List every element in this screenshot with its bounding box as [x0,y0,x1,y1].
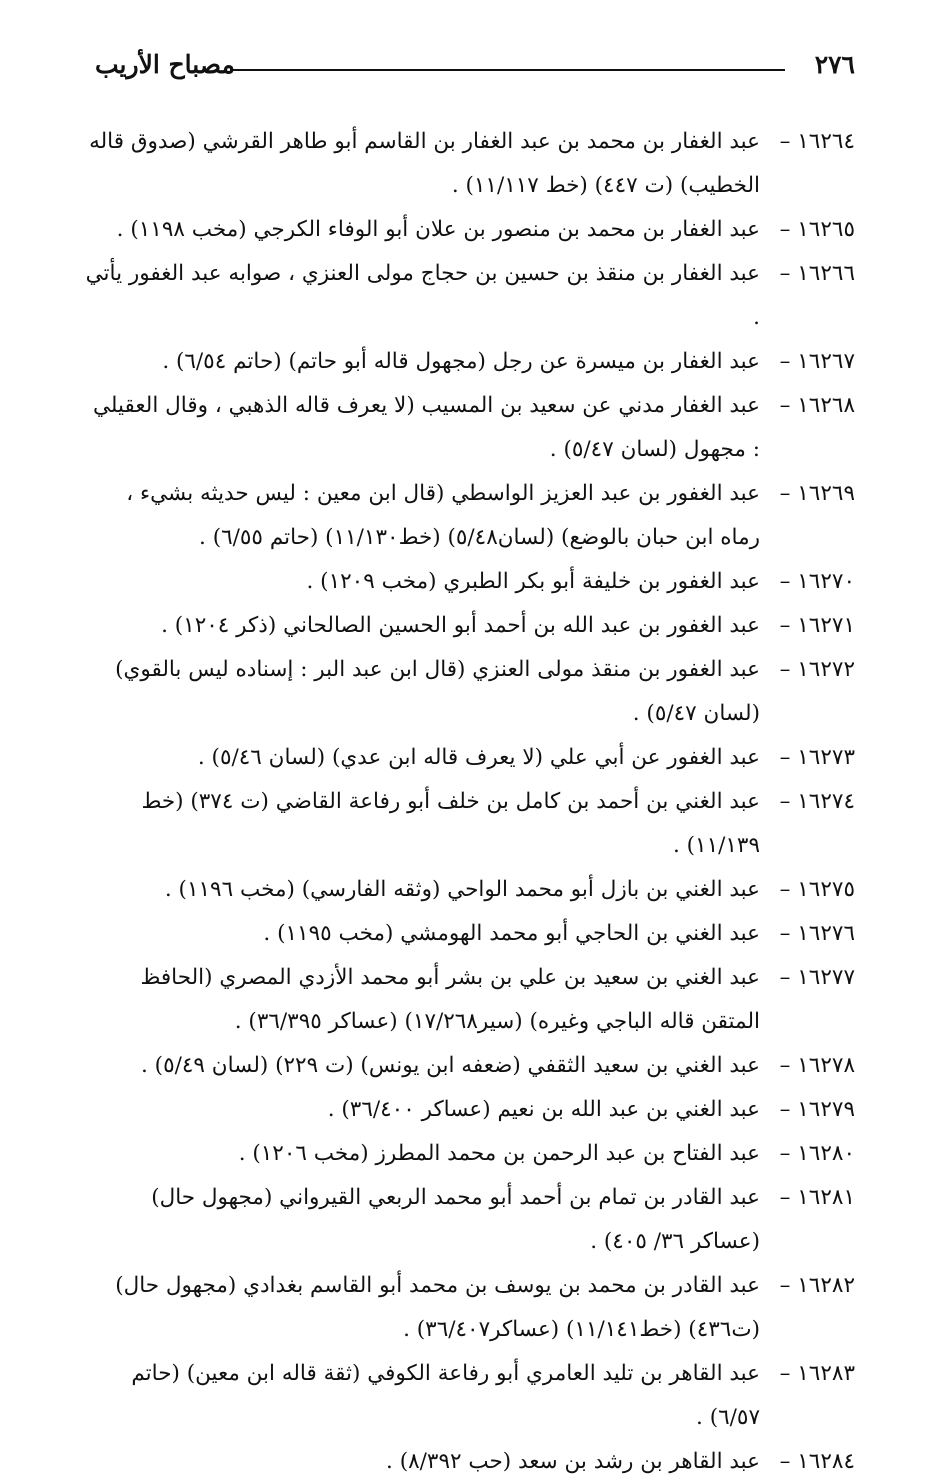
list-item [85,736,855,780]
entry-number [772,1352,855,1396]
entry-number-text: ١٦٢٦٥ [797,217,855,242]
entry-dash: – [779,1097,798,1122]
entry-dash: – [779,1361,798,1386]
entry-text: عبد الغفار بن منقذ بن حسين بن حجاج مولى العنزي ، صوابه عبد الغفور يأتي . [85,261,760,330]
page-number: ٢٧٦ [814,50,855,79]
entry-number [772,1132,855,1176]
entry-number-text: ١٦٢٧١ [797,613,855,638]
entry-text: عبد الغني بن الحاجي أبو محمد الهومشي (مخب ١١٩٥) . [263,921,760,946]
entry-number-text: ١٦٢٧٤ [797,789,855,814]
entry-number [772,1264,855,1308]
entry-number [772,648,855,692]
entry-number [772,1176,855,1220]
list-item [85,1352,855,1440]
entry-dash: – [779,1141,798,1166]
entry-text: عبد الغني بن سعيد بن علي بن بشر أبو محمد الأزدي المصري (الحافظ المتقن قاله الباجي وغيره) (سير١٧/٢٦٨) (عساكر ٣٦/٣٩٥) . [140,965,760,1034]
entry-text: عبد القاهر بن تليد العامري أبو رفاعة الكوفي (ثقة قاله ابن معين) (حاتم ٦/٥٧) . [131,1361,760,1430]
list-item [85,780,855,868]
entry-list [85,120,855,1484]
entry-dash: – [779,877,798,902]
entry-dash: – [779,789,798,814]
entry-text: عبد الغفور بن منقذ مولى العنزي (قال ابن عبد البر : إسناده ليس بالقوي) (لسان ٥/٤٧) . [115,657,760,726]
entry-number-text: ١٦٢٦٦ [797,261,855,286]
entry-number [772,252,855,296]
list-item [85,1088,855,1132]
list-item [85,252,855,340]
entry-text: عبد الغفار بن محمد بن عبد الغفار بن القاسم أبو طاهر القرشي (صدوق قاله الخطيب) (ت ٤٤٧) (خط ١١/١١٧) . [89,129,760,198]
list-item [85,208,855,252]
entry-text: عبد الغفار مدني عن سعيد بن المسيب (لا يعرف قاله الذهبي ، وقال العقيلي : مجهول (لسان ٥/٤٧) . [93,393,760,462]
list-item [85,120,855,208]
entry-number-text: ١٦٢٧٧ [797,965,855,990]
entry-dash: – [779,1449,798,1474]
list-item [85,472,855,560]
entry-number-text: ١٦٢٦٨ [797,393,855,418]
entry-dash: – [779,481,798,506]
entry-text: عبد القادر بن محمد بن يوسف بن محمد أبو القاسم بغدادي (مجهول حال) (ت٤٣٦) (خط١١/١٤١) (عساكر٣٦/٤٠٧) . [115,1273,760,1342]
entry-number [772,912,855,956]
entry-text: عبد الغني بن أحمد بن كامل بن خلف أبو رفاعة القاضي (ت ٣٧٤) (خط ١١/١٣٩) . [141,789,760,858]
list-item [85,648,855,736]
entry-text: عبد الغفور بن خليفة أبو بكر الطبري (مخب ١٢٠٩) . [306,569,760,594]
list-item [85,1176,855,1264]
entry-number-text: ١٦٢٧٩ [797,1097,855,1122]
entry-text: عبد الغني بن سعيد الثقفي (ضعفه ابن يونس) (ت ٢٢٩) (لسان ٥/٤٩) . [141,1053,760,1078]
entry-number [772,120,855,164]
entry-number [772,604,855,648]
list-item [85,1440,855,1484]
list-item [85,384,855,472]
entry-text: عبد الغني بن بازل أبو محمد الواحي (وثقه الفارسي) (مخب ١١٩٦) . [164,877,760,902]
entry-number [772,1044,855,1088]
entry-dash: – [779,965,798,990]
entry-dash: – [779,1273,798,1298]
list-item [85,912,855,956]
entry-text: عبد الغفار بن محمد بن منصور بن علان أبو الوفاء الكرجي (مخب ١١٩٨) . [116,217,760,242]
entry-dash: – [779,129,798,154]
entry-text: عبد الفتاح بن عبد الرحمن بن محمد المطرز (مخب ١٢٠٦) . [238,1141,760,1166]
entry-number [772,1440,855,1484]
list-item [85,1132,855,1176]
entry-number [772,560,855,604]
entry-number [772,384,855,428]
list-item [85,1264,855,1352]
entry-number-text: ١٦٢٦٧ [797,349,855,374]
entry-number-text: ١٦٢٧٢ [797,657,855,682]
entry-dash: – [779,349,798,374]
entry-number [772,208,855,252]
entry-number [772,472,855,516]
entry-text: عبد الغني بن عبد الله بن نعيم (عساكر ٣٦/٤٠٠) . [327,1097,760,1122]
entry-number-text: ١٦٢٧٠ [797,569,855,594]
entry-dash: – [779,613,798,638]
running-title: مصباح الأريب [95,50,235,79]
entry-dash: – [779,745,798,770]
entry-number [772,780,855,824]
entry-number [772,1088,855,1132]
entry-text: عبد القادر بن تمام بن أحمد أبو محمد الربعي القيرواني (مجهول حال) (عساكر ٣٦/ ٤٠٥) . [151,1185,760,1254]
list-item [85,604,855,648]
entry-dash: – [779,921,798,946]
entry-dash: – [779,217,798,242]
entry-dash: – [779,657,798,682]
entry-number-text: ١٦٢٧٣ [797,745,855,770]
entry-text: عبد الغفور بن عبد الله بن أحمد أبو الحسين الصالحاني (ذكر ١٢٠٤) . [161,613,760,638]
page-header [95,44,855,84]
entry-number-text: ١٦٢٧٥ [797,877,855,902]
entry-dash: – [779,569,798,594]
entry-number-text: ١٦٢٧٦ [797,921,855,946]
header-rule [230,69,785,71]
list-item [85,340,855,384]
list-item [85,560,855,604]
entry-dash: – [779,393,798,418]
entry-number-text: ١٦٢٨١ [797,1185,855,1210]
entry-number-text: ١٦٢٦٩ [797,481,855,506]
list-item [85,1044,855,1088]
list-item [85,956,855,1044]
entry-number-text: ١٦٢٨٢ [797,1273,855,1298]
entry-text: عبد القاهر بن رشد بن سعد (حب ٨/٣٩٢) . [386,1449,760,1474]
entry-number-text: ١٦٢٦٤ [797,129,855,154]
list-item [85,868,855,912]
entry-dash: – [779,261,798,286]
entry-dash: – [779,1053,798,1078]
entry-text: عبد الغفار بن ميسرة عن رجل (مجهول قاله أبو حاتم) (حاتم ٦/٥٤) . [162,349,760,374]
entry-text: عبد الغفور بن عبد العزيز الواسطي (قال ابن معين : ليس حديثه بشيء ، رماه ابن حبان بالوضع) (لسان٥/٤٨) (خط١١/١٣٠) (حاتم ٦/٥٥) . [126,481,760,550]
entry-number [772,868,855,912]
entry-text: عبد الغفور عن أبي علي (لا يعرف قاله ابن عدي) (لسان ٥/٤٦) . [197,745,760,770]
entry-number [772,736,855,780]
entry-dash: – [779,1185,798,1210]
entry-number-text: ١٦٢٧٨ [797,1053,855,1078]
entry-number [772,956,855,1000]
entry-number [772,340,855,384]
entry-number-text: ١٦٢٨٣ [797,1361,855,1386]
entry-number-text: ١٦٢٨٠ [797,1141,855,1166]
entry-number-text: ١٦٢٨٤ [797,1449,855,1474]
